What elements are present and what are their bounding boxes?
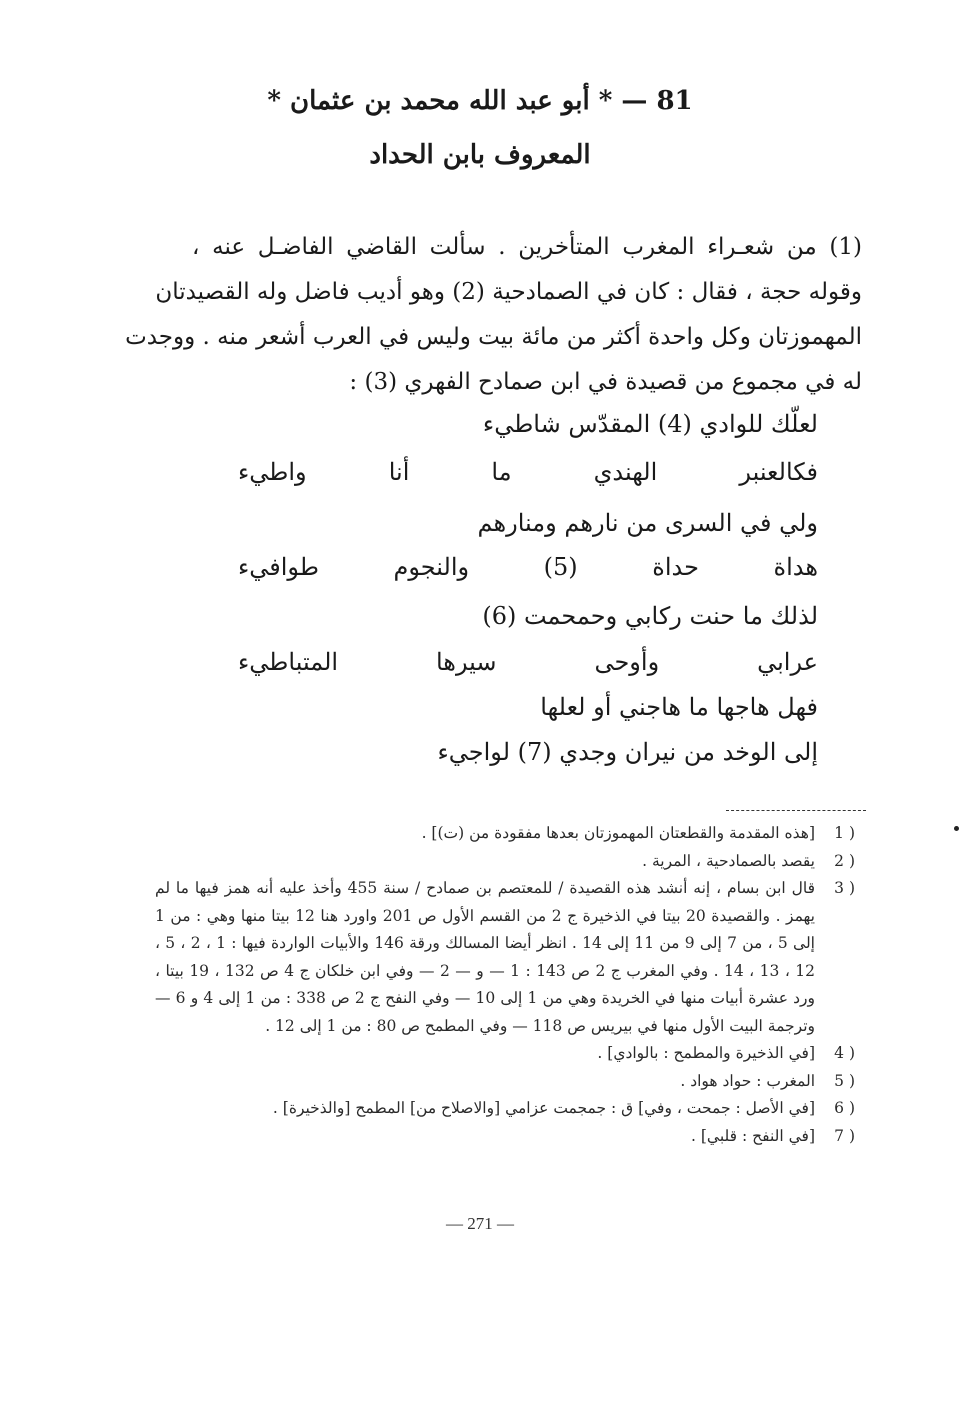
intro-paragraph bbox=[125, 225, 862, 405]
paragraph-line: له في مجموع من قصيدة في ابن صمادح الفهري (3) : bbox=[349, 369, 862, 395]
footnote-number: 6 ) bbox=[834, 1099, 855, 1117]
footnote-text: يقصد بالصمادحية ، المرية . bbox=[642, 851, 815, 870]
verse-second-hemistich: فكالعنبر الهندي ما أنا واطيء bbox=[238, 458, 818, 486]
footnote-text: المغرب : حواد هواد . bbox=[680, 1071, 815, 1090]
verse-second-hemistich: إلى الوخد من نيران وجدي (7) لواجيء bbox=[437, 738, 818, 766]
footnote-item bbox=[155, 848, 855, 876]
verse-first-hemistich: لعلّك للوادي (4) المقدّس شاطيء bbox=[482, 410, 818, 438]
footnote-text: [في الذخيرة والمطمح : بالوادي] . bbox=[597, 1044, 815, 1062]
verse-first-hemistich: لذلك ما حنت ركابي وحمحمت (6) bbox=[482, 602, 818, 630]
verse-first-hemistich: ولي في السرى من نارهم ومنارهم bbox=[477, 509, 818, 537]
footnote-number: 7 ) bbox=[834, 1126, 855, 1145]
footnote-number: 2 ) bbox=[834, 851, 855, 870]
paragraph-line: المهموزتان وكل واحدة أكثر من مائة بيت وليس في العرب أشعر منه . ووجدت bbox=[125, 324, 862, 350]
paragraph-line: وقوله حجة ، فقال : كان في الصمادحية (2) وهو أديب فاضل وله القصيدتان bbox=[155, 279, 862, 305]
footnote-text: [هذه المقدمة والقطعتان المهموزتان بعدها مفقودة من (ت)] . bbox=[421, 824, 815, 842]
entry-subtitle: المعروف بابن الحداد bbox=[369, 140, 591, 170]
footnote-item bbox=[155, 1040, 855, 1068]
footnote-item bbox=[155, 1095, 855, 1123]
footnote-item bbox=[155, 875, 855, 1040]
footnote-number: 1 ) bbox=[834, 824, 855, 842]
footnote-number: 5 ) bbox=[834, 1071, 855, 1090]
entry-title: 81 — * أبو عبد الله محمد بن عثمان * bbox=[267, 86, 693, 116]
paragraph-line: (1) من شعـراء المغرب المتأخرين . سألت القاضي الفاضـل عنه ، bbox=[192, 234, 862, 260]
footnote-item bbox=[155, 1123, 855, 1151]
footnote-text: [في النفح : قلبي] . bbox=[691, 1126, 815, 1145]
footnote-number: 3 ) bbox=[834, 879, 855, 897]
footnote-number: 4 ) bbox=[834, 1044, 855, 1062]
footnote-separator bbox=[726, 810, 866, 811]
footnote-item bbox=[155, 1068, 855, 1096]
verse-first-hemistich: فهل هاجها ما هاجني أو لعلها bbox=[540, 693, 818, 721]
verse-second-hemistich: هداة حداة (5) والنجوم طوافيء bbox=[238, 553, 818, 581]
footnotes bbox=[155, 820, 855, 1150]
margin-dot bbox=[954, 826, 959, 831]
footnote-text: [في الأصل : جمحت ، وفي] ق : جمجمت عزامي [والاصلاح من] المطمح [والذخيرة] . bbox=[272, 1099, 815, 1117]
footnote-item bbox=[155, 820, 855, 848]
verse-second-hemistich: عرابي وأوحى سيرها المتباطيء bbox=[238, 648, 818, 676]
page-number: — 271 — bbox=[446, 1214, 514, 1233]
footnote-text: قال ابن بسام ، إنه أنشد هذه القصيدة / للمعتصم بن صمادح / سنة 455 وأخذ عليه أنه همز فيها ما لم يهمز . والقصيدة 20 بيتا في الذخيرة ج 2 من القسم الأول ص 201 واورد هنا 12 بيتا منها وهي : من 1 إلى 5 ، من 7 إلى 9 من 11 إلى 14 . انظر أيضا المسالك ورقة 146 والأبيات الواردة فيها : 1 ، 2 ، 5 ، 12 ، 13 ، 14 . وفي المغرب ج 2 ص 143 : 1 — و — 2 — وفي ابن خلكان ج 4 ص 132 ، 19 بيتا ، ورد عشرة أبيات منها في الخريدة وهي من 1 إلى 10 — وفي النفح ج 2 ص 338 : من 1 إلى 4 و 6 — وترجمة البيت الأول منها في بيريس ص 118 — وفي المطمح ص 80 : من 1 إلى 12 . bbox=[155, 879, 816, 1035]
